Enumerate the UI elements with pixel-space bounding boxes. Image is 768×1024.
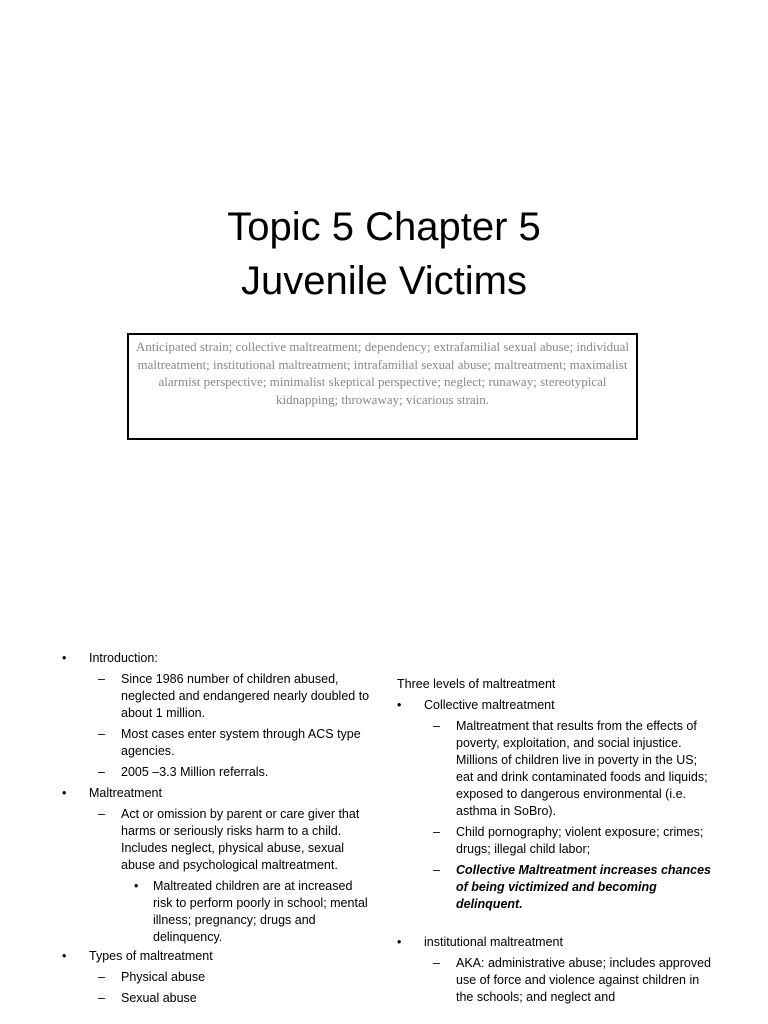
dash-icon: – xyxy=(433,956,440,970)
dash-icon: – xyxy=(433,719,440,733)
bullet-icon: • xyxy=(134,879,139,893)
item-text: Physical abuse xyxy=(121,970,206,984)
list-item xyxy=(62,671,372,722)
item-text: Most cases enter system through ACS type agencies. xyxy=(121,727,361,758)
key-terms-box xyxy=(127,333,638,440)
item-text: Maltreatment xyxy=(89,786,162,800)
list-item xyxy=(397,697,717,714)
key-terms-text: Anticipated strain; collective maltreatment; dependency; extrafamilial sexual abuse; individual maltreatment; institutional maltreatment; intrafamilial sexual abuse; maltreatment; maximalist alarmist perspective; minimalist skeptical perspective; neglect; runaway; stereotypical kidnapping; throwaway; vicarious strain. xyxy=(135,339,630,407)
item-text: Sexual abuse xyxy=(121,991,197,1005)
item-text: Act or omission by parent or care giver that harms or seriously risks harm to a child. Includes neglect, physical abuse, sexual abuse and psychological maltreatment. xyxy=(121,807,360,872)
item-text: Maltreated children are at increased risk to perform poorly in school; mental illness; pregnancy; drugs and delinquency. xyxy=(153,879,368,944)
list-item xyxy=(62,806,372,874)
bullet-icon: • xyxy=(62,786,67,800)
item-text: Collective maltreatment xyxy=(424,698,555,712)
bullet-icon: • xyxy=(62,949,67,963)
list-item xyxy=(397,824,717,858)
list-item xyxy=(62,764,372,781)
list-item xyxy=(62,948,372,965)
left-column xyxy=(62,650,372,1011)
list-item xyxy=(62,969,372,986)
list-item xyxy=(397,934,717,951)
item-text: institutional maltreatment xyxy=(424,935,563,949)
dash-icon: – xyxy=(98,991,105,1005)
dash-icon: – xyxy=(433,825,440,839)
list-item xyxy=(397,862,717,913)
title-line-1: Topic 5 Chapter 5 xyxy=(227,205,541,249)
list-item xyxy=(397,955,717,1006)
list-item xyxy=(62,990,372,1007)
bullet-icon: • xyxy=(397,935,402,949)
item-text: Child pornography; violent exposure; crimes; drugs; illegal child labor; xyxy=(456,825,704,856)
bullet-icon: • xyxy=(62,651,67,665)
dash-icon: – xyxy=(98,765,105,779)
dash-icon: – xyxy=(98,970,105,984)
dash-icon: – xyxy=(98,807,105,821)
item-text: Maltreatment that results from the effects of poverty, exploitation, and social injustice. Millions of children live in poverty in the US; eat and drink contaminated foods and liquids; exposed to dangerous environmental (i.e. asthma in SoBro). xyxy=(456,719,708,818)
slide-title xyxy=(0,200,768,308)
list-item xyxy=(397,718,717,820)
item-text: AKA: administrative abuse; includes approved use of force and violence against children in the schools; and neglect and xyxy=(456,956,712,1004)
bullet-icon: • xyxy=(397,698,402,712)
list-item xyxy=(62,878,372,946)
item-text: Since 1986 number of children abused, neglected and endangered nearly doubled to about 1 million. xyxy=(121,672,370,720)
list-item xyxy=(62,785,372,802)
dash-icon: – xyxy=(98,727,105,741)
dash-icon: – xyxy=(433,863,440,877)
spacer xyxy=(397,917,717,934)
item-text-emphasis: Collective Maltreatment increases chances of being victimized and becoming delinquent. xyxy=(456,863,711,911)
item-text: Introduction: xyxy=(89,651,158,665)
title-line-2: Juvenile Victims xyxy=(240,259,528,303)
dash-icon: – xyxy=(98,672,105,686)
item-text: Types of maltreatment xyxy=(89,949,213,963)
section-heading: Three levels of maltreatment xyxy=(397,677,556,691)
list-item xyxy=(62,650,372,667)
list-item xyxy=(62,726,372,760)
right-column xyxy=(397,676,717,1010)
item-text: 2005 –3.3 Million referrals. xyxy=(121,765,269,779)
